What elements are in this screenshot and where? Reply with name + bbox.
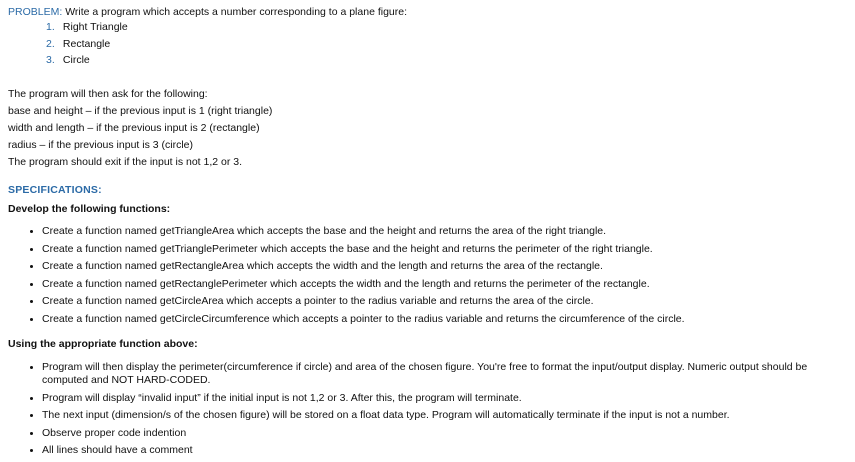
list-item <box>46 36 128 53</box>
list-item <box>46 19 128 36</box>
usage-text: The next input (dimension/s of the chosen figure) will be stored on a float data type. Program will automatically terminate if the input is not a number. <box>42 409 730 421</box>
figure-label: Circle <box>62 54 90 66</box>
using-heading: Using the appropriate function above: <box>8 338 198 350</box>
function-text: Create a function named getCircleArea which accepts a pointer to the radius variable and returns the area of the circle. <box>42 295 594 308</box>
function-text: Create a function named getRectanglePerimeter which accepts the width and the length and returns the perimeter of the rectangle. <box>42 277 650 290</box>
bullet-icon <box>30 414 33 417</box>
ask-intro: The program will then ask for the following: <box>8 88 208 100</box>
problem-text: Write a program which accepts a number corresponding to a plane figure: <box>65 6 408 18</box>
bullet-icon <box>30 283 33 286</box>
list-item <box>30 260 685 278</box>
bullet-icon <box>30 366 33 369</box>
list-number: 3. <box>46 54 55 66</box>
list-item <box>30 295 685 313</box>
list-item <box>30 444 820 457</box>
usage-text: All lines should have a comment <box>42 444 193 456</box>
develop-heading: Develop the following functions: <box>8 203 171 215</box>
list-item <box>30 409 820 422</box>
list-item <box>30 361 820 387</box>
list-item <box>46 52 128 69</box>
ask-line: radius – if the previous input is 3 (circle) <box>8 139 193 151</box>
usage-text: Program will then display the perimeter(circumference if circle) and area of the chosen figure. You're free to format the input/output display. Numeric output should be computed and NOT HARD-CODED. <box>42 361 808 386</box>
bullet-icon <box>30 449 33 452</box>
bullet-icon <box>30 318 33 321</box>
list-item <box>30 243 685 261</box>
bullet-icon <box>30 300 33 303</box>
problem-label: PROBLEM: <box>8 6 63 18</box>
list-number: 1. <box>46 21 55 33</box>
bullet-icon <box>30 248 33 251</box>
figure-label: Right Triangle <box>62 21 128 33</box>
functions-list <box>30 225 685 331</box>
function-text: Create a function named getRectangleArea which accepts the width and the length and returns the area of the rectangle. <box>42 260 603 273</box>
input-requirements <box>8 86 272 171</box>
list-item <box>30 427 820 440</box>
figure-label: Rectangle <box>62 37 111 50</box>
problem-statement <box>8 6 407 18</box>
bullet-icon <box>30 265 33 268</box>
list-item <box>30 313 685 331</box>
function-text: Create a function named getTriangleArea which accepts the base and the height and returns the area of the right triangle. <box>42 225 607 237</box>
list-item <box>30 392 820 405</box>
ask-line: The program should exit if the input is not 1,2 or 3. <box>8 156 243 168</box>
usage-text: Program will display “invalid input” if the initial input is not 1,2 or 3. After this, the program will terminate. <box>42 391 522 404</box>
bullet-icon <box>30 432 33 435</box>
list-item <box>30 225 685 243</box>
ask-line: base and height – if the previous input is 1 (right triangle) <box>8 105 273 117</box>
specifications-heading: SPECIFICATIONS: <box>8 184 102 196</box>
list-item <box>30 278 685 296</box>
function-text: Create a function named getCircleCircumference which accepts a pointer to the radius variable and returns the circumference of the circle. <box>42 312 685 325</box>
figure-options-list <box>46 19 128 69</box>
ask-line: width and length – if the previous input is 2 (rectangle) <box>8 122 260 134</box>
function-text: Create a function named getTrianglePerimeter which accepts the base and the height and returns the perimeter of the right triangle. <box>42 242 653 255</box>
bullet-icon <box>30 397 33 400</box>
usage-text: Observe proper code indention <box>42 426 187 439</box>
list-number: 2. <box>46 37 55 50</box>
usage-list <box>30 361 820 462</box>
bullet-icon <box>30 230 33 233</box>
